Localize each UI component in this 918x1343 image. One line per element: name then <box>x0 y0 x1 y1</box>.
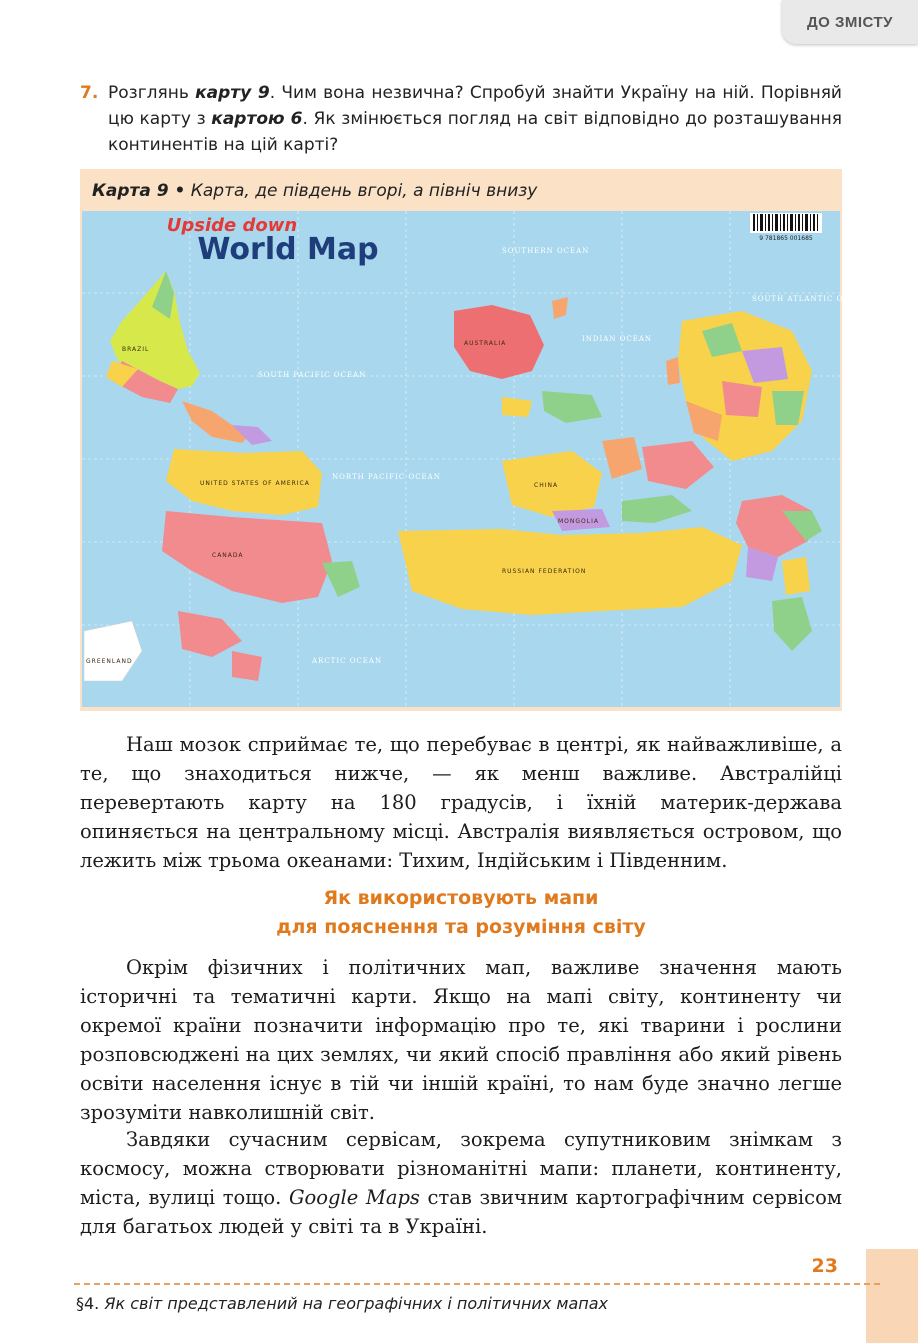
label-russia: RUSSIAN FEDERATION <box>502 568 587 575</box>
section-heading <box>80 884 842 942</box>
task-text-part: Розглянь <box>108 83 196 103</box>
task-text-part: . Як змінюється погляд на світ відповідно до розташування континентів на цій карті? <box>108 109 842 155</box>
toc-button[interactable]: ДО ЗМІСТУ <box>782 0 918 44</box>
map-caption <box>92 181 537 201</box>
label-mongolia: MONGOLIA <box>558 518 599 525</box>
map-caption-label: Карта 9 • <box>92 181 186 201</box>
label-southern-ocean: SOUTHERN OCEAN <box>502 247 590 255</box>
map-title-world-map: World Map <box>197 232 379 267</box>
label-south-pacific-ocean: SOUTH PACIFIC OCEAN <box>258 371 367 379</box>
paragraph-3 <box>80 1125 842 1241</box>
section-heading-line-2: для пояснення та розуміння світу <box>276 916 646 938</box>
paragraph-3-text <box>80 1125 842 1241</box>
label-north-pacific-ocean: NORTH PACIFIC OCEAN <box>332 473 441 481</box>
label-greenland: GREENLAND <box>86 658 133 665</box>
label-australia: AUSTRALIA <box>464 340 507 347</box>
label-indian-ocean: INDIAN OCEAN <box>582 335 653 343</box>
paragraph-2 <box>80 953 842 1127</box>
paragraph-1-text: Наш мозок сприймає те, що перебуває в центрі, як найважливіше, а те, що знаходиться нижче, — як менш важливе. Австралійці перевертають карту на 180 градусів, і їхній материк-держава опиняється на центральному місці. Австралія виявляється островом, що лежить між трьома океанами: Тихим, Індійським і Південним. <box>80 733 842 872</box>
task-7 <box>80 80 842 158</box>
label-arctic-ocean: ARCTIC OCEAN <box>312 657 383 665</box>
map-9-reference: карту 9 <box>195 83 270 103</box>
footer-divider <box>74 1283 880 1285</box>
paragraph-1 <box>80 730 842 875</box>
task-text-part: . Чим вона незвична? Спробуй знайти Україну на ній. Порівняй цю карту з <box>108 83 842 129</box>
section-number: §4. <box>76 1294 100 1313</box>
google-maps-text: Google Maps <box>288 1186 420 1209</box>
footer-section-title <box>76 1294 608 1313</box>
upside-down-world-map <box>82 211 870 707</box>
section-title: Як світ представлений на географічних і політичних мапах <box>99 1294 608 1313</box>
barcode-icon <box>750 213 822 233</box>
paragraph-3-part: Завдяки сучасним сервісам, зокрема супутниковим знімкам з космосу, можна створювати різноманітні мапи: планети, континенту, міста, вулиці тощо. <box>80 1128 842 1209</box>
label-china: CHINA <box>534 482 559 489</box>
paragraph-2-text: Окрім фізичних і політичних мап, важливе значення мають історичні та тематичні карти. Якщо на мапі світу, континенту чи окремої країни позначити інформацію про те, які тварини і рослини розповсюджені на цих землях, чи який спосіб правління або який рівень освіти населення існує в тій чи іншій країні, то нам буде значно легше зрозуміти навколишній світ. <box>80 956 842 1124</box>
section-heading-line-1: Як використовують мапи <box>323 887 599 909</box>
task-number: 7. <box>80 83 99 103</box>
map-6-reference: картою 6 <box>211 109 303 129</box>
label-brazil: BRAZIL <box>122 346 150 353</box>
map-title-upside-down: Upside down <box>166 215 298 236</box>
barcode-number: 9 781865 001685 <box>759 235 813 242</box>
paragraph-3-part: став звичним картографічним сервісом для багатьох людей у світі та в Україні. <box>80 1186 842 1238</box>
map-caption-text: Карта, де південь вгорі, а північ внизу <box>185 181 538 201</box>
map-figure <box>80 169 870 711</box>
page-number: 23 <box>811 1255 838 1277</box>
label-canada: CANADA <box>212 552 244 559</box>
task-text <box>108 80 842 158</box>
footer-decoration <box>866 1249 918 1343</box>
label-usa: UNITED STATES OF AMERICA <box>200 480 310 487</box>
label-south-atlantic-ocean: SOUTH ATLANTIC OCEAN <box>752 295 870 303</box>
